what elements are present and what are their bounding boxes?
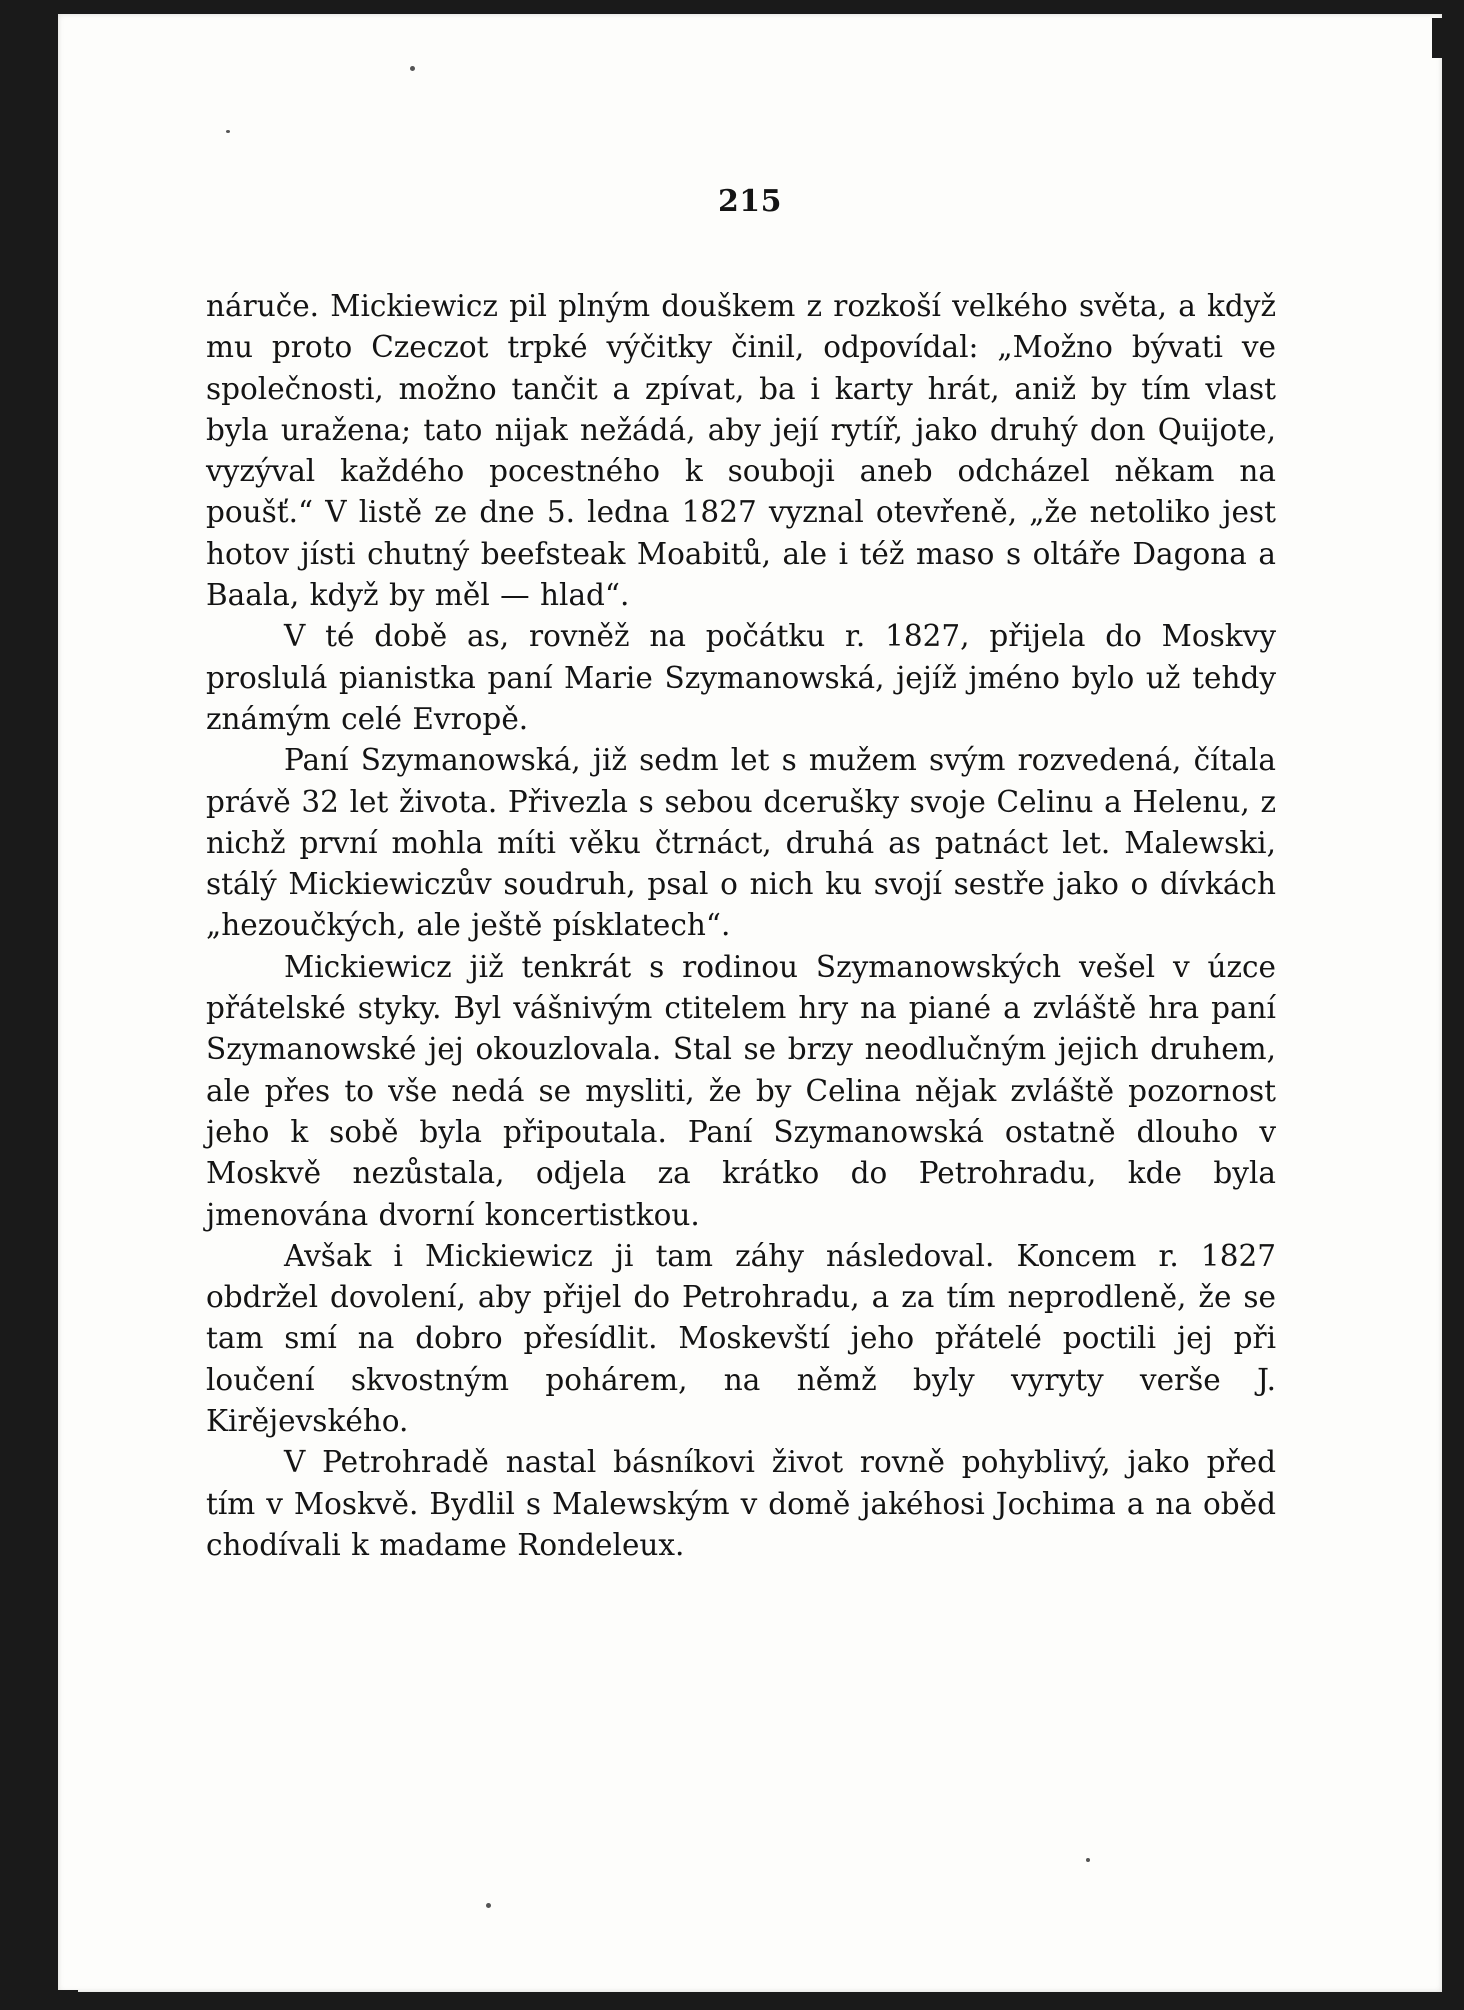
scan-speck [486, 1903, 491, 1908]
paragraph-1: náruče. Mickiewicz pil plným douškem z rozkoší velkého světa, a když mu proto Czeczot trpké výčitky činil, odpovídal: „Možno bývati ve společnosti, možno tančit a zpívat, ba i karty hrát, aniž by tím vlast byla uražena; tato nijak nežádá, aby její rytíř, jako druhý don Quijote, vyzýval každého pocestného k souboji aneb odcházel někam na poušť.“ V listě ze dne 5. ledna 1827 vyznal otevřeně, „že netoliko jest hotov jísti chutný beefsteak Moabitů, ale i též maso s oltáře Dagona a Baala, když by měl — hlad“. [206, 289, 1276, 613]
scan-speck [1086, 1858, 1090, 1862]
body-text [206, 286, 1276, 1566]
scan-edge-mark [1432, 18, 1454, 58]
scan-speck [226, 130, 230, 133]
paragraph-2: V té době as, rovněž na počátku r. 1827, přijela do Moskvy proslulá pianistka paní Marie Szymanowská, jejíž jméno bylo už tehdy známým celé Evropě. [206, 619, 1276, 736]
book-page [58, 14, 1442, 1992]
scan-speck [410, 66, 415, 71]
paragraph-4: Mickiewicz již tenkrát s rodinou Szymanowských vešel v úzce přátelské styky. Byl vášnivým ctitelem hry na piané a zvláště hra paní Szymanowské jej okouzlovala. Stal se brzy neodlučným jejich druhem, ale přes to vše nedá se mysliti, že by Celina nějak zvláště pozornost jeho k sobě byla připoutala. Paní Szymanowská ostatně dlouho v Moskvě nezůstala, odjela za krátko do Petrohradu, kde byla jmenována dvorní koncertistkou. [206, 949, 1276, 1232]
paragraph-5: Avšak i Mickiewicz ji tam záhy následoval. Koncem r. 1827 obdržel dovolení, aby přijel do Petrohradu, a za tím neprodleně, že se tam smí na dobro přesídlit. Moskevští jeho přátelé poctili jej při loučení skvostným pohárem, na němž byly vyryty verše J. Kirějevského. [206, 1238, 1276, 1439]
scan-edge-mark [48, 1990, 78, 2002]
paragraph-6: V Petrohradě nastal básníkovi život rovně pohyblivý, jako před tím v Moskvě. Bydlil s Malewským v domě jakéhosi Jochima a na oběd chodívali k madame Rondeleux. [206, 1445, 1276, 1562]
page-number: 215 [717, 184, 783, 219]
paragraph-3: Paní Szymanowská, již sedm let s mužem svým rozvedená, čítala právě 32 let života. Přivezla s sebou dcerušky svoje Celinu a Helenu, z nichž první mohla míti věku čtrnáct, druhá as patnáct let. Malewski, stálý Mickiewiczův soudruh, psal o nich ku svojí sestře jako o dívkách „hezoučkých, ale ještě písklatech“. [206, 743, 1276, 943]
